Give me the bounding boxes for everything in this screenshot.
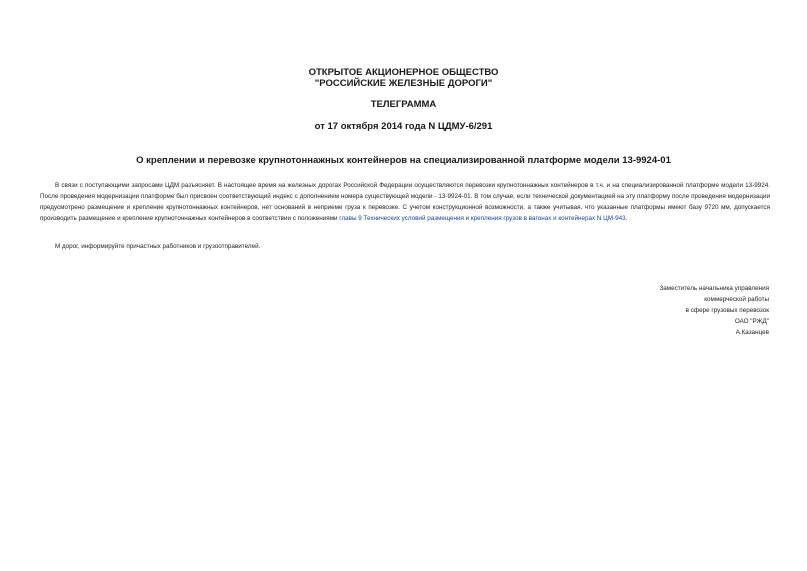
- signature-line-department: коммерческой работы: [704, 296, 769, 303]
- document-subject: О креплении и перевозке крупнотоннажных контейнеров на специализированной платформе модели 13-9924-01: [136, 155, 671, 166]
- signature-block: [659, 283, 769, 338]
- document-type: ТЕЛЕГРАММА: [370, 99, 437, 110]
- signature-line-company: ОАО "РЖД": [734, 318, 769, 325]
- body-paragraph-1: [40, 180, 770, 224]
- organization-name-line2: "РОССИЙСКИЕ ЖЕЛЕЗНЫЕ ДОРОГИ": [314, 78, 493, 89]
- body-paragraph-2: М дорог, информируйте причастных работников и грузоотправителей.: [55, 243, 261, 250]
- signature-line-sphere: в сфере грузовых перевозок: [685, 307, 769, 314]
- paragraph-1-end: .: [625, 215, 628, 222]
- organization-name-line1: ОТКРЫТОЕ АКЦИОНЕРНОЕ ОБЩЕСТВО: [308, 67, 499, 78]
- document-date-number: от 17 октября 2014 года N ЦДМУ-6/291: [314, 121, 493, 132]
- paragraph-1-text: В связи с поступающими запросами ЦДМ разъясняет. В настоящее время на железных дорогах Российской Федерации осуществляются перевозки крупнотоннажных контейнеров в т.ч. и на специализированной платформе модели 13-9924. После проведения модернизации платформе был присвоен соответствующий индекс с дополнением номера существующей модели - 13-9924-01. В том случае, если технической документацией на эту платформу после проведения модернизации предусмотрено размещение и крепление крупнотоннажных контейнеров, нет оснований в неприеме груза к перевозке. С учетом конструкционной возможности, а также учитывая, что указанные платформы имеют базу 9720 мм, допускается производить размещение и крепление крупнотоннажных контейнеров в соответствии с положениями: [40, 182, 770, 222]
- signature-line-position: Заместитель начальника управления: [659, 285, 769, 292]
- reference-link-chapter-9[interactable]: главы 9 Технических условий размещения и крепления грузов в вагонах и контейнерах N ЦМ-943: [339, 215, 626, 222]
- signature-line-name: А.Казанцев: [735, 329, 769, 336]
